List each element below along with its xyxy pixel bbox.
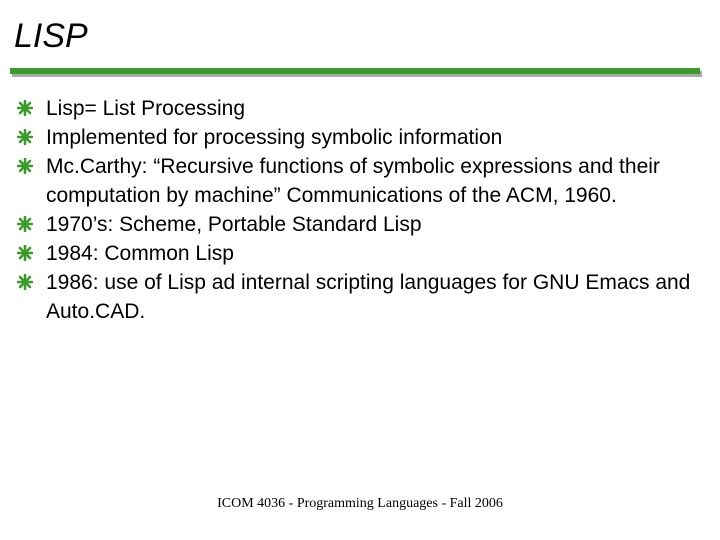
title-divider xyxy=(10,68,700,74)
slide-footer: ICOM 4036 - Programming Languages - Fall 2006 xyxy=(217,496,503,511)
slide-title: LISP xyxy=(14,17,88,55)
burst-bullet-icon xyxy=(17,158,33,174)
burst-bullet-icon xyxy=(17,216,33,232)
bullet-item xyxy=(14,239,694,268)
bullet-item xyxy=(14,152,694,210)
bullet-item xyxy=(14,268,694,326)
bullet-text: Lisp= List Processing xyxy=(46,97,246,120)
burst-bullet-icon xyxy=(17,245,33,261)
bullet-text: 1970’s: Scheme, Portable Standard Lisp xyxy=(46,213,422,236)
bullet-text: Mc.Carthy: “Recursive functions of symbolic expressions and their computation by machine” Communications of the ACM, 1960. xyxy=(46,155,660,207)
bullet-item xyxy=(14,94,694,123)
burst-bullet-icon xyxy=(17,100,33,116)
bullet-text: 1984: Common Lisp xyxy=(46,242,234,265)
bullet-item xyxy=(14,210,694,239)
burst-bullet-icon xyxy=(17,274,33,290)
burst-bullet-icon xyxy=(17,129,33,145)
bullet-text: Implemented for processing symbolic information xyxy=(46,126,503,149)
bullet-text: 1986: use of Lisp ad internal scripting languages for GNU Emacs and Auto.CAD. xyxy=(46,271,691,323)
bullet-item xyxy=(14,123,694,152)
bullet-list xyxy=(14,94,694,326)
